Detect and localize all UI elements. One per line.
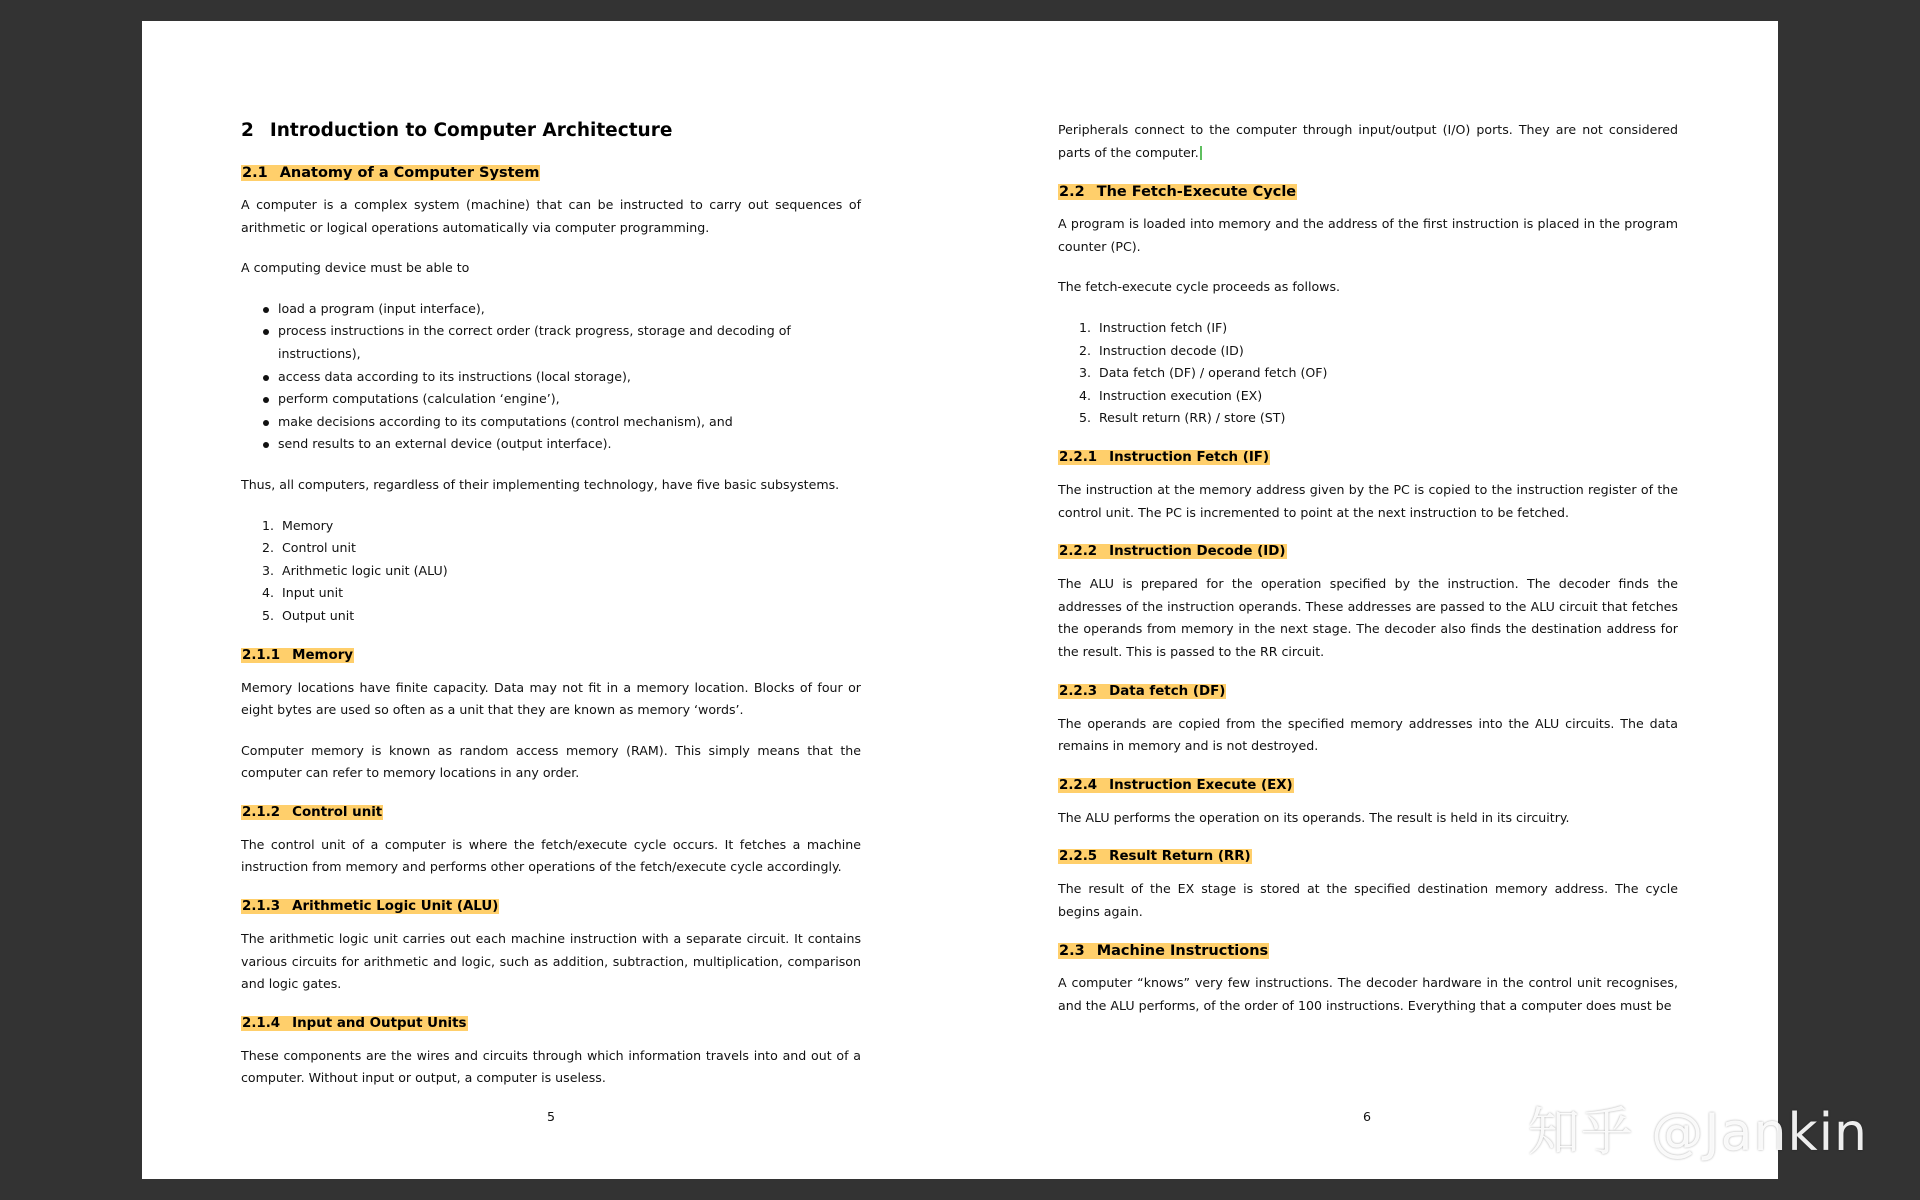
paragraph: The instruction at the memory address given by the PC is copied to the instruction register of the control unit. The PC is incremented to point at the next instruction to be fetched. (1058, 481, 1678, 520)
paragraph: Memory locations have finite capacity. Data may not fit in a memory location. Blocks of four or eight bytes are used so often as a unit that they are known as memory ‘words’. (241, 679, 861, 718)
section-2-2-1-heading: 2.2.1 Instruction Fetch (IF) (1059, 449, 1270, 465)
paragraph: The arithmetic logic unit carries out each machine instruction with a separate circuit. It contains various circuits for arithmetic and logic, such as addition, subtraction, multiplication, comparison and logic gates. (241, 931, 861, 992)
paragraph: Thus, all computers, regardless of their implementing technology, have five basic subsystems. (241, 476, 840, 492)
paragraph: The ALU performs the operation on its operands. The result is held in its circuitry. (1058, 809, 1570, 825)
list-item: make decisions according to its computations (control mechanism), and (263, 411, 861, 434)
list-item: 3. Arithmetic logic unit (ALU) (278, 560, 861, 583)
capabilities-list (241, 298, 861, 456)
list-item: 2. Control unit (278, 537, 861, 560)
paragraph: A computing device must be able to (241, 260, 470, 276)
page-number: 5 (547, 1109, 556, 1124)
section-2-2-5-heading: 2.2.5 Result Return (RR) (1059, 849, 1251, 865)
subsystems-list (241, 515, 861, 628)
section-2-1-2-heading: 2.1.2 Control unit (242, 804, 383, 820)
paragraph: Computer memory is known as random access memory (RAM). This simply means that the computer can refer to memory locations in any order. (241, 742, 861, 781)
list-item: 1. Memory (278, 515, 861, 538)
paragraph: Peripherals connect to the computer through input/output (I/O) ports. They are not considered parts of the computer. (1058, 122, 1678, 160)
paragraph: The fetch-execute cycle proceeds as follows. (1058, 279, 1341, 295)
text-cursor (1200, 146, 1202, 160)
list-item: 4. Input unit (278, 582, 861, 605)
paragraph: The control unit of a computer is where the fetch/execute cycle occurs. It fetches a machine instruction from memory and performs other operations of the fetch/execute cycle accordingly. (241, 836, 861, 875)
section-2-1-4-heading: 2.1.4 Input and Output Units (242, 1015, 467, 1031)
page-number: 6 (1363, 1109, 1372, 1124)
paragraph: A program is loaded into memory and the address of the first instruction is placed in the program counter (PC). (1058, 216, 1678, 254)
section-2-2-3-heading: 2.2.3 Data fetch (DF) (1059, 683, 1226, 699)
list-item: send results to an external device (output interface). (263, 433, 861, 456)
list-item: 5. Output unit (278, 605, 861, 628)
list-item: 4. Instruction execution (EX) (1095, 385, 1678, 408)
paragraph: A computer “knows” very few instructions. The decoder hardware in the control unit recognises, and the ALU performs, of the order of 100 instructions. Everything that a computer does must be (1058, 975, 1678, 1014)
list-item: 3. Data fetch (DF) / operand fetch (OF) (1095, 362, 1678, 385)
paragraph: The result of the EX stage is stored at the specified destination memory address. The cycle begins again. (1058, 881, 1678, 919)
chapter-heading: 2 Introduction to Computer Architecture (241, 120, 673, 141)
list-item: 2. Instruction decode (ID) (1095, 340, 1678, 363)
section-2-1-heading: 2.1 Anatomy of a Computer System (242, 165, 540, 181)
list-item: perform computations (calculation ‘engine’), (263, 388, 861, 411)
list-item: 1. Instruction fetch (IF) (1095, 317, 1678, 340)
paragraph: A computer is a complex system (machine) that can be instructed to carry out sequences of arithmetic or logical operations automatically via computer programming. (241, 197, 861, 235)
document-spread (142, 21, 1778, 1179)
section-2-2-2-heading: 2.2.2 Instruction Decode (ID) (1059, 544, 1286, 560)
watermark: 知乎 @Jankin (1527, 1103, 1868, 1163)
cycle-steps-list (1058, 317, 1678, 430)
paragraph: These components are the wires and circuits through which information travels into and out of a computer. Without input or output, a computer is useless. (241, 1047, 861, 1086)
paragraph: The ALU is prepared for the operation specified by the instruction. The decoder finds the addresses of the instruction operands. These addresses are passed to the ALU circuit that fetches the operands from memory in the next stage. The decoder also finds the destination address for the result. This is passed to the RR circuit. (1058, 576, 1678, 659)
section-2-3-heading: 2.3 Machine Instructions (1059, 943, 1269, 960)
section-2-1-1-heading: 2.1.1 Memory (242, 647, 354, 663)
paragraph: The operands are copied from the specified memory addresses into the ALU circuits. The data remains in memory and is not destroyed. (1058, 715, 1678, 754)
list-item: 5. Result return (RR) / store (ST) (1095, 407, 1678, 430)
section-2-1-3-heading: 2.1.3 Arithmetic Logic Unit (ALU) (242, 899, 499, 915)
section-2-2-4-heading: 2.2.4 Instruction Execute (EX) (1059, 777, 1293, 793)
list-item: process instructions in the correct order (track progress, storage and decoding of instructions), (263, 320, 861, 365)
list-item: load a program (input interface), (263, 298, 861, 321)
list-item: access data according to its instructions (local storage), (263, 366, 861, 389)
section-2-2-heading: 2.2 The Fetch-Execute Cycle (1059, 184, 1297, 201)
